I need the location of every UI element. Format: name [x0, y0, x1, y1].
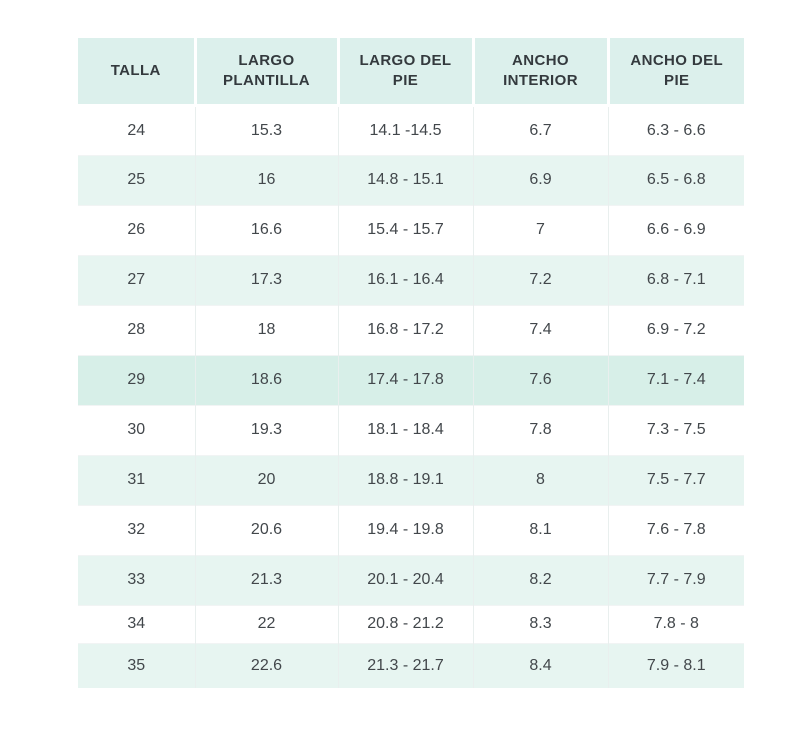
table-row-talla-24: [78, 105, 744, 155]
cell-largo_del_pie: 20.8 - 21.2: [338, 605, 473, 643]
header-cell-ancho_del_pie: ANCHO DEL PIE: [608, 38, 744, 105]
cell-ancho_del_pie: 7.9 - 8.1: [608, 643, 744, 688]
cell-ancho_del_pie: 7.7 - 7.9: [608, 555, 744, 605]
cell-largo_plantilla: 21.3: [195, 555, 338, 605]
size-chart: [78, 38, 744, 688]
cell-talla: 29: [78, 355, 195, 405]
table-row-talla-32: [78, 505, 744, 555]
cell-talla: 24: [78, 105, 195, 155]
table-row-talla-30: [78, 405, 744, 455]
cell-talla: 28: [78, 305, 195, 355]
cell-largo_plantilla: 18: [195, 305, 338, 355]
cell-largo_del_pie: 18.1 - 18.4: [338, 405, 473, 455]
header-cell-largo_del_pie: LARGO DEL PIE: [338, 38, 473, 105]
cell-largo_plantilla: 20: [195, 455, 338, 505]
cell-largo_del_pie: 18.8 - 19.1: [338, 455, 473, 505]
cell-largo_del_pie: 14.1 -14.5: [338, 105, 473, 155]
header-cell-largo_plantilla: LARGO PLANTILLA: [195, 38, 338, 105]
cell-ancho_interior: 7.6: [473, 355, 608, 405]
cell-largo_plantilla: 18.6: [195, 355, 338, 405]
cell-talla: 30: [78, 405, 195, 455]
cell-largo_del_pie: 16.8 - 17.2: [338, 305, 473, 355]
cell-ancho_interior: 6.9: [473, 155, 608, 205]
cell-ancho_interior: 8.1: [473, 505, 608, 555]
header-cell-ancho_interior: ANCHO INTERIOR: [473, 38, 608, 105]
cell-ancho_interior: 8: [473, 455, 608, 505]
cell-largo_plantilla: 17.3: [195, 255, 338, 305]
cell-largo_del_pie: 16.1 - 16.4: [338, 255, 473, 305]
cell-talla: 34: [78, 605, 195, 643]
cell-talla: 33: [78, 555, 195, 605]
cell-talla: 35: [78, 643, 195, 688]
cell-talla: 26: [78, 205, 195, 255]
cell-largo_plantilla: 16.6: [195, 205, 338, 255]
cell-largo_del_pie: 21.3 - 21.7: [338, 643, 473, 688]
header-cell-talla: TALLA: [78, 38, 195, 105]
cell-ancho_del_pie: 6.5 - 6.8: [608, 155, 744, 205]
cell-ancho_del_pie: 7.6 - 7.8: [608, 505, 744, 555]
cell-ancho_del_pie: 7.3 - 7.5: [608, 405, 744, 455]
cell-ancho_del_pie: 7.5 - 7.7: [608, 455, 744, 505]
cell-largo_del_pie: 15.4 - 15.7: [338, 205, 473, 255]
cell-ancho_interior: 8.3: [473, 605, 608, 643]
header-row: [78, 38, 744, 105]
cell-talla: 27: [78, 255, 195, 305]
cell-largo_plantilla: 20.6: [195, 505, 338, 555]
cell-ancho_del_pie: 6.9 - 7.2: [608, 305, 744, 355]
cell-talla: 32: [78, 505, 195, 555]
table-row-talla-33: [78, 555, 744, 605]
size-chart-body: [78, 105, 744, 688]
cell-largo_del_pie: 17.4 - 17.8: [338, 355, 473, 405]
cell-ancho_del_pie: 6.6 - 6.9: [608, 205, 744, 255]
table-row-talla-26: [78, 205, 744, 255]
cell-ancho_interior: 7.8: [473, 405, 608, 455]
cell-largo_plantilla: 22.6: [195, 643, 338, 688]
cell-largo_del_pie: 19.4 - 19.8: [338, 505, 473, 555]
cell-ancho_del_pie: 6.3 - 6.6: [608, 105, 744, 155]
cell-largo_del_pie: 20.1 - 20.4: [338, 555, 473, 605]
cell-ancho_interior: 8.2: [473, 555, 608, 605]
cell-talla: 31: [78, 455, 195, 505]
table-row-talla-25: [78, 155, 744, 205]
table-row-talla-31: [78, 455, 744, 505]
cell-ancho_interior: 7: [473, 205, 608, 255]
cell-ancho_interior: 7.4: [473, 305, 608, 355]
size-chart-header: [78, 38, 744, 105]
table-row-talla-29: [78, 355, 744, 405]
cell-largo_plantilla: 16: [195, 155, 338, 205]
table-row-talla-28: [78, 305, 744, 355]
cell-ancho_del_pie: 6.8 - 7.1: [608, 255, 744, 305]
cell-ancho_interior: 6.7: [473, 105, 608, 155]
cell-largo_plantilla: 19.3: [195, 405, 338, 455]
size-chart-table: [78, 38, 744, 688]
table-row-talla-34: [78, 605, 744, 643]
cell-largo_plantilla: 15.3: [195, 105, 338, 155]
table-row-talla-27: [78, 255, 744, 305]
cell-talla: 25: [78, 155, 195, 205]
cell-ancho_interior: 8.4: [473, 643, 608, 688]
cell-largo_del_pie: 14.8 - 15.1: [338, 155, 473, 205]
cell-ancho_del_pie: 7.8 - 8: [608, 605, 744, 643]
cell-ancho_del_pie: 7.1 - 7.4: [608, 355, 744, 405]
table-row-talla-35: [78, 643, 744, 688]
cell-largo_plantilla: 22: [195, 605, 338, 643]
cell-ancho_interior: 7.2: [473, 255, 608, 305]
